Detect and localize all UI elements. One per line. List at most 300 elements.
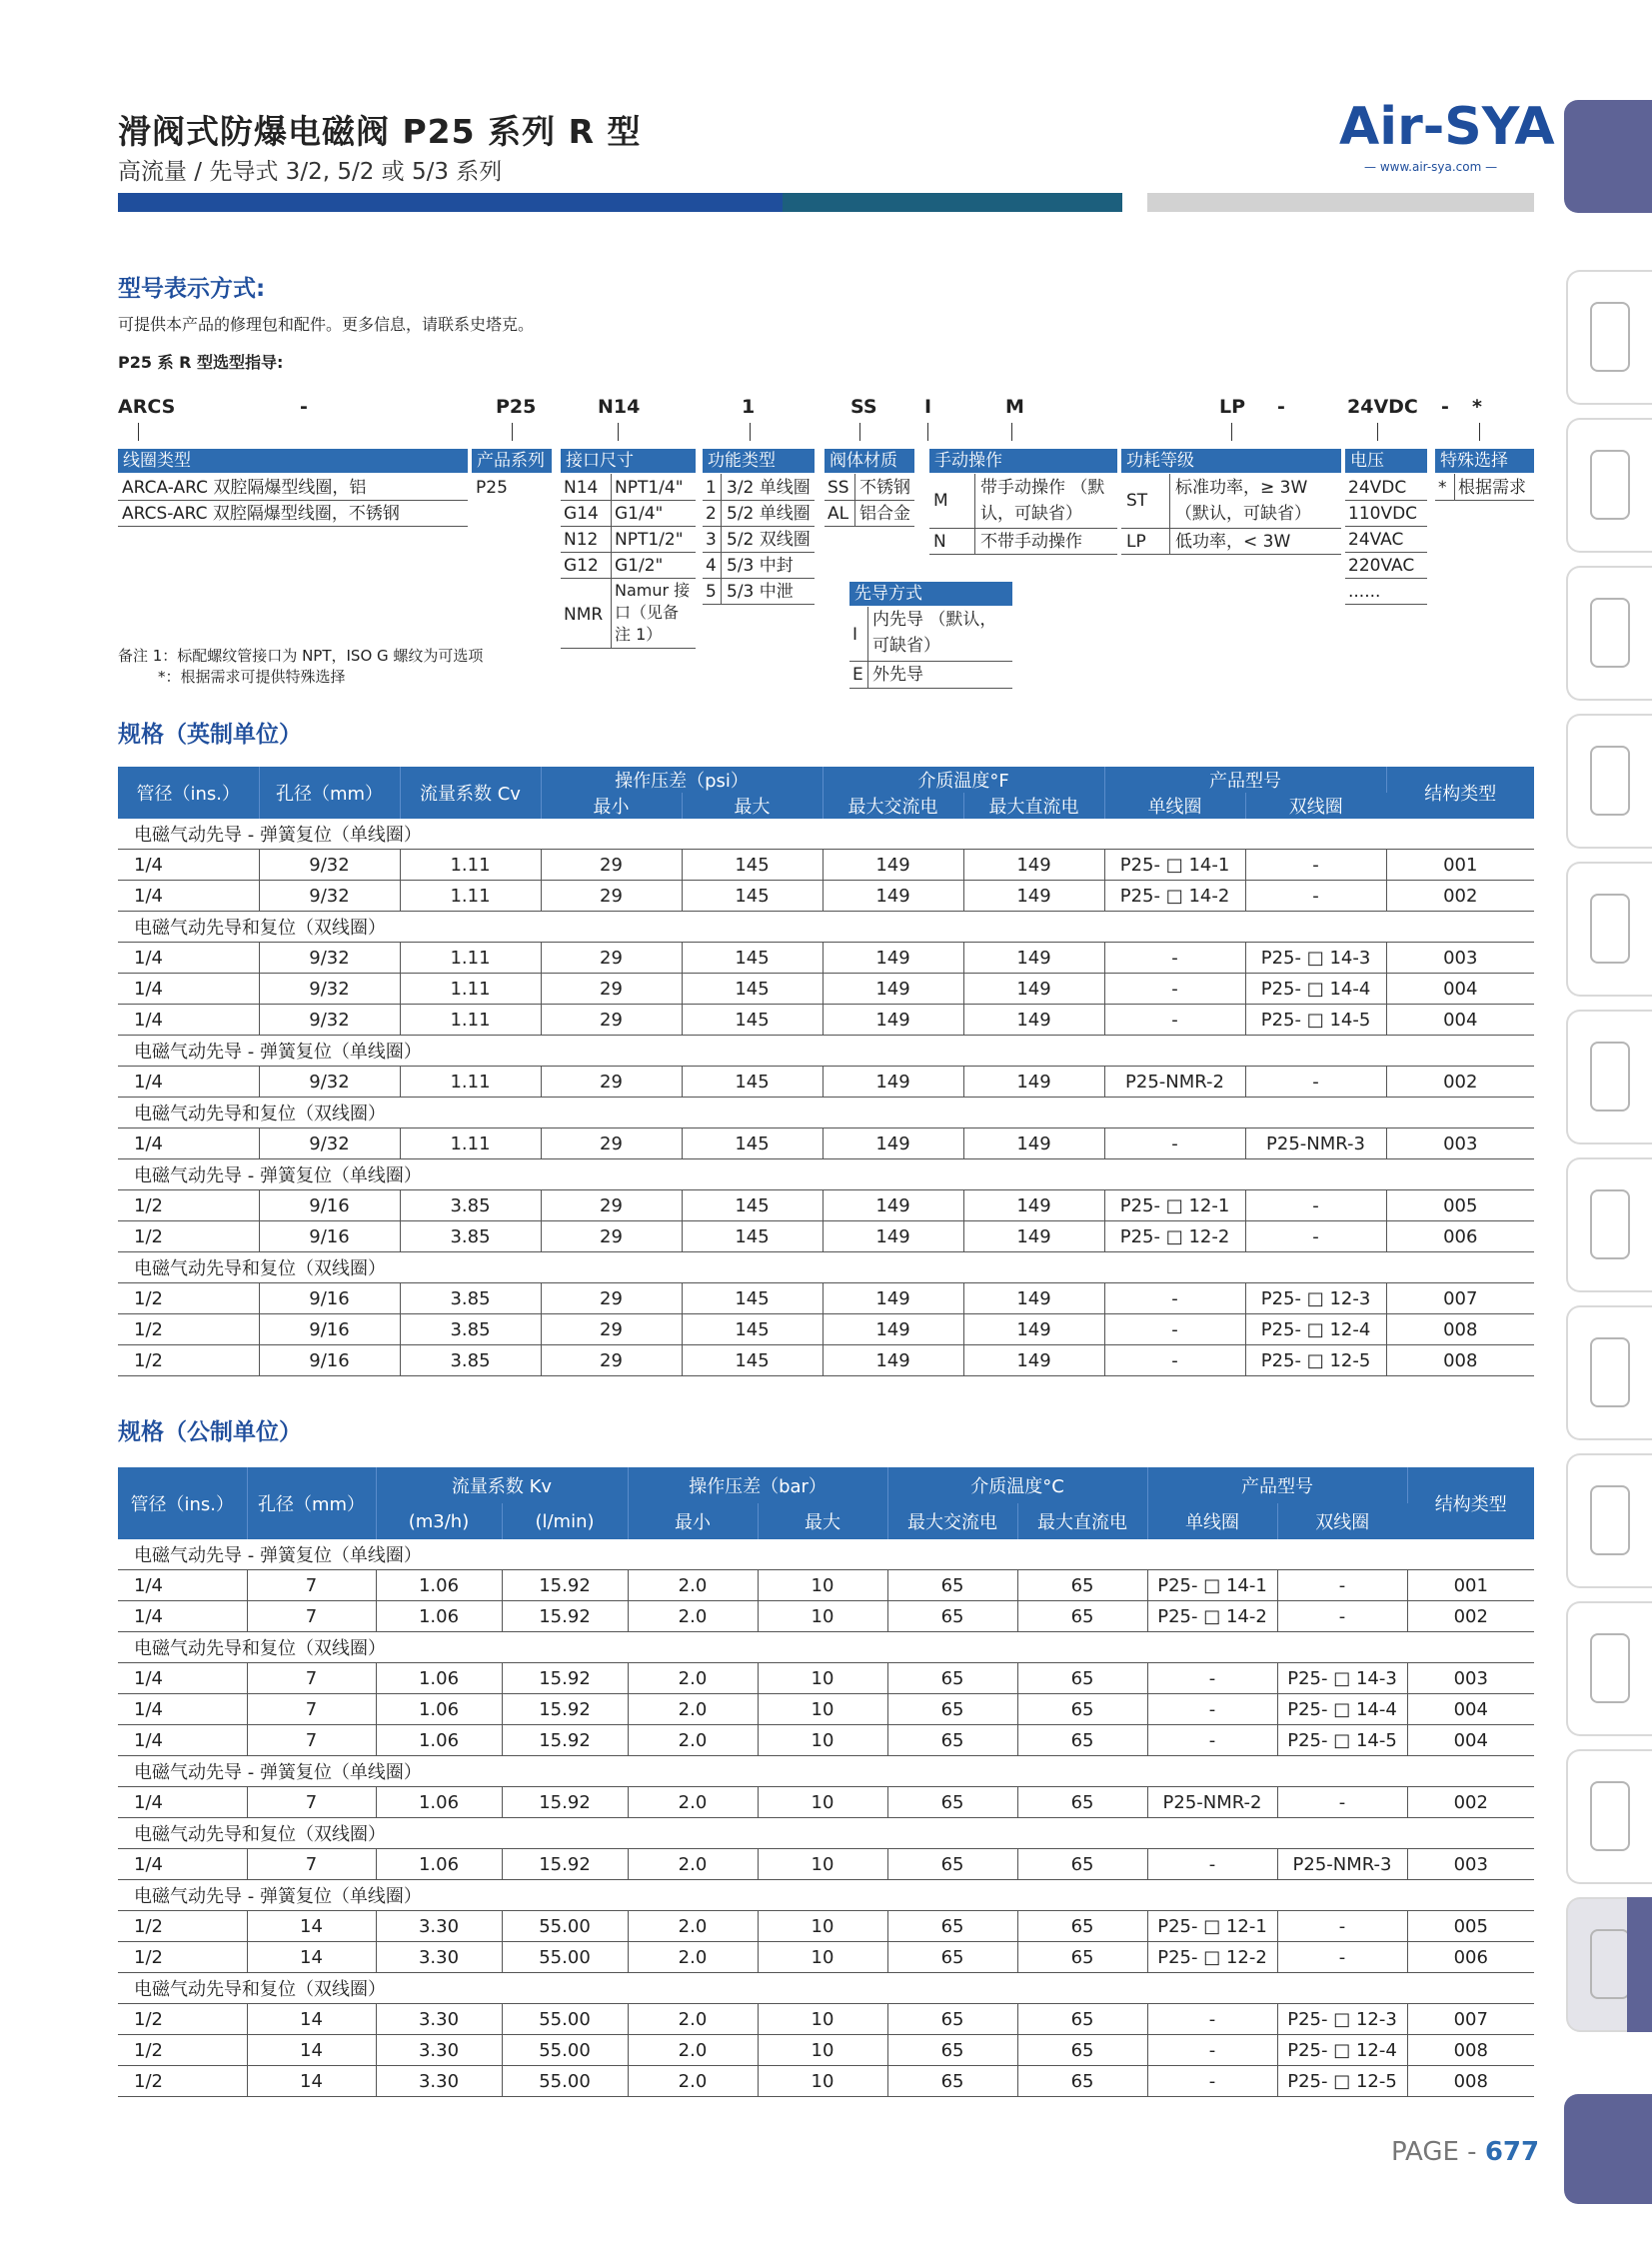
table-cell: 149	[963, 974, 1104, 1005]
table-cell: 1.06	[376, 1725, 502, 1756]
table-row	[118, 1128, 1534, 1159]
side-category-tab[interactable]	[1566, 1749, 1652, 1884]
table-cell: 1/4	[118, 850, 259, 881]
table-cell: 002	[1386, 1067, 1534, 1098]
table-cell: P25- □ 14-3	[1277, 1663, 1407, 1694]
table-cell: 65	[887, 1601, 1017, 1632]
product-thumbnail-icon	[1590, 1781, 1630, 1851]
table-cell: 65	[887, 1849, 1017, 1880]
model-code-part: N14	[598, 396, 641, 418]
function-value: 5/3 中泄	[727, 582, 794, 602]
table-cell: 149	[963, 850, 1104, 881]
table-cell: 9/16	[259, 1345, 400, 1376]
product-thumbnail-icon	[1590, 598, 1630, 668]
table-cell: 29	[541, 881, 682, 912]
port-size-value: NPT1/2"	[615, 530, 684, 550]
table-group-label: 电磁气动先导和复位（双线圈）	[118, 1252, 1534, 1283]
model-code-part: 24VDC	[1347, 396, 1418, 418]
table-cell: 55.00	[502, 1942, 628, 1973]
table-cell: 55.00	[502, 2066, 628, 2097]
power-value: 标准功率，≥ 3W （默认，可缺省）	[1175, 478, 1311, 524]
table-cell: 145	[682, 1128, 823, 1159]
table-cell: P25- □ 12-5	[1277, 2066, 1407, 2097]
power-value: 低功率，< 3W	[1175, 532, 1291, 552]
table-cell: -	[1147, 2035, 1277, 2066]
table-row	[118, 1067, 1534, 1098]
table-cell: 15.92	[502, 1849, 628, 1880]
side-category-tab[interactable]	[1566, 1601, 1652, 1736]
table-cell: 1.11	[400, 1005, 541, 1036]
table-cell: 1/4	[118, 1128, 259, 1159]
table-cell: 14	[247, 1942, 376, 1973]
column-subheader: 最大交流电	[887, 1503, 1017, 1539]
table-cell: 008	[1386, 1314, 1534, 1345]
table-cell: P25- □ 14-4	[1245, 974, 1386, 1005]
table-group-label: 电磁气动先导 - 弹簧复位（单线圈）	[118, 1159, 1534, 1190]
side-category-tab[interactable]	[1566, 1305, 1652, 1440]
product-thumbnail-icon	[1590, 1042, 1630, 1112]
table-cell: 2.0	[628, 1601, 758, 1632]
table-cell: 29	[541, 850, 682, 881]
table-cell: 7	[247, 1663, 376, 1694]
table-cell: 1.11	[400, 881, 541, 912]
table-cell: 2.0	[628, 1725, 758, 1756]
model-code-part: M	[1005, 396, 1024, 418]
model-code-part: P25	[496, 396, 537, 418]
table-cell: 145	[682, 1005, 823, 1036]
table-cell: 149	[823, 1190, 963, 1221]
table-row	[118, 2004, 1534, 2035]
table-cell: 2.0	[628, 1663, 758, 1694]
table-cell: 1.11	[400, 1067, 541, 1098]
table-cell: -	[1147, 1694, 1277, 1725]
column-header: 流量系数 Kv	[376, 1467, 628, 1503]
table-cell: 7	[247, 1849, 376, 1880]
voltage-item: ......	[1348, 582, 1381, 602]
table-cell: 55.00	[502, 2004, 628, 2035]
table-row	[118, 1694, 1534, 1725]
table-cell: 1.11	[400, 1128, 541, 1159]
table-cell: -	[1277, 1601, 1407, 1632]
table-cell: P25- □ 12-2	[1104, 1221, 1245, 1252]
table-cell: 145	[682, 1314, 823, 1345]
table-cell: P25-NMR-2	[1104, 1067, 1245, 1098]
coil-type-item: ARCS-ARC 双腔隔爆型线圈，不锈钢	[122, 504, 400, 524]
table-cell: 003	[1386, 1128, 1534, 1159]
function-code: 2	[706, 504, 717, 524]
table-cell: 149	[963, 1221, 1104, 1252]
table-cell: 65	[887, 2066, 1017, 2097]
table-cell: 1/4	[118, 1694, 247, 1725]
table-cell: 149	[823, 850, 963, 881]
table-cell: P25- □ 12-5	[1245, 1345, 1386, 1376]
table-cell: 149	[823, 1345, 963, 1376]
table-cell: 65	[1017, 1942, 1147, 1973]
table-group-label: 电磁气动先导和复位（双线圈）	[118, 1098, 1534, 1128]
side-active-accent	[1627, 1897, 1652, 2032]
table-row	[118, 1663, 1534, 1694]
table-cell: 15.92	[502, 1787, 628, 1818]
guide-title: P25 系 R 型选型指导:	[118, 353, 284, 372]
table-cell: 1.06	[376, 1694, 502, 1725]
power-code: ST	[1126, 491, 1148, 511]
table-cell: 149	[963, 943, 1104, 974]
power-level-header: 功耗等级	[1121, 449, 1341, 473]
column-subheader: 单线圈	[1147, 1503, 1277, 1539]
page-subtitle: 高流量 / 先导式 3/2, 5/2 或 5/3 系列	[118, 159, 503, 185]
table-cell: 145	[682, 1190, 823, 1221]
side-category-tab[interactable]	[1566, 1157, 1652, 1292]
table-cell: 29	[541, 1190, 682, 1221]
table-cell: 005	[1407, 1911, 1534, 1942]
body-material-value: 铝合金	[859, 504, 910, 524]
table-cell: 9/16	[259, 1283, 400, 1314]
model-code-part: -	[300, 396, 308, 418]
manual-value: 带手动操作 （默认，可缺省）	[980, 478, 1105, 524]
table-cell: 15.92	[502, 1601, 628, 1632]
table-cell: 1/4	[118, 1570, 247, 1601]
table-row	[118, 1283, 1534, 1314]
column-subheader: 最大	[682, 793, 823, 819]
table-cell: 15.92	[502, 1725, 628, 1756]
table-cell: 2.0	[628, 1787, 758, 1818]
table-cell: -	[1104, 1314, 1245, 1345]
side-tab-bottom[interactable]	[1564, 2094, 1652, 2204]
body-material-code: SS	[827, 478, 849, 498]
table-cell: 65	[887, 1570, 1017, 1601]
table-cell: 29	[541, 1005, 682, 1036]
table-rule	[703, 604, 815, 605]
table-cell: 9/32	[259, 943, 400, 974]
table-cell: 65	[887, 2004, 1017, 2035]
table-cell: 15.92	[502, 1694, 628, 1725]
table-cell: 007	[1407, 2004, 1534, 2035]
model-code-part: SS	[850, 396, 877, 418]
table-cell: 008	[1407, 2066, 1534, 2097]
table-cell: 65	[887, 1911, 1017, 1942]
special-code: *	[1438, 478, 1447, 498]
code-connector-line	[138, 423, 139, 441]
table-cell: 149	[963, 881, 1104, 912]
table-cell: 1/4	[118, 1601, 247, 1632]
table-cell: 10	[758, 1601, 887, 1632]
column-header: 流量系数 Cv	[400, 767, 541, 819]
spec-imperial-heading: 规格（英制单位）	[118, 722, 302, 748]
function-value: 5/2 双线圈	[727, 530, 811, 550]
table-cell: 2.0	[628, 2004, 758, 2035]
column-subheader: 最小	[541, 793, 682, 819]
table-cell: 004	[1386, 1005, 1534, 1036]
column-header: 孔径（mm）	[247, 1467, 376, 1539]
table-cell: 002	[1407, 1601, 1534, 1632]
table-cell: 9/32	[259, 1128, 400, 1159]
table-cell: 3.85	[400, 1190, 541, 1221]
code-connector-line	[1011, 423, 1012, 441]
table-cell: -	[1147, 1849, 1277, 1880]
table-cell: 65	[1017, 1725, 1147, 1756]
code-connector-line	[512, 423, 513, 441]
model-code-part: ARCS	[118, 396, 176, 418]
table-cell: 65	[1017, 1911, 1147, 1942]
table-cell: 65	[1017, 1570, 1147, 1601]
port-size-code: NMR	[564, 605, 604, 625]
side-tab-top[interactable]	[1564, 100, 1652, 213]
column-subheader: 最大直流电	[963, 793, 1104, 819]
table-cell: P25- □ 14-1	[1104, 850, 1245, 881]
table-rule	[974, 474, 975, 554]
table-cell: 65	[887, 1725, 1017, 1756]
table-cell: P25-NMR-3	[1245, 1128, 1386, 1159]
product-thumbnail-icon	[1590, 1633, 1630, 1703]
table-cell: 005	[1386, 1190, 1534, 1221]
table-cell: 145	[682, 943, 823, 974]
table-cell: 10	[758, 1570, 887, 1601]
table-cell: 65	[1017, 1601, 1147, 1632]
side-category-tab[interactable]	[1566, 714, 1652, 849]
table-cell: 004	[1386, 974, 1534, 1005]
header-bar-dark	[783, 193, 1122, 212]
table-cell: -	[1277, 1911, 1407, 1942]
header-bar-gray	[1147, 193, 1534, 212]
table-rule	[849, 688, 1012, 689]
voltage-item: 220VAC	[1348, 556, 1415, 576]
table-cell: 29	[541, 1314, 682, 1345]
product-thumbnail-icon	[1590, 1189, 1630, 1259]
code-connector-line	[750, 423, 751, 441]
function-value: 5/2 单线圈	[727, 504, 811, 524]
table-cell: 149	[823, 881, 963, 912]
code-connector-line	[1479, 423, 1480, 441]
port-size-value: G1/2"	[615, 556, 664, 576]
table-rule	[1121, 554, 1341, 555]
table-cell: 1/2	[118, 1942, 247, 1973]
table-cell: P25-NMR-2	[1147, 1787, 1277, 1818]
pilot-value: 内先导 （默认，可缺省）	[872, 610, 997, 656]
product-thumbnail-icon	[1590, 302, 1630, 372]
model-heading: 型号表示方式:	[118, 276, 266, 302]
code-connector-line	[1377, 423, 1378, 441]
column-header: 结构类型	[1407, 1467, 1534, 1539]
table-cell: 2.0	[628, 1942, 758, 1973]
table-cell: 149	[823, 1314, 963, 1345]
port-size-code: N14	[564, 478, 599, 498]
table-cell: P25- □ 12-3	[1245, 1283, 1386, 1314]
table-cell: 9/32	[259, 881, 400, 912]
table-cell: 65	[887, 1787, 1017, 1818]
table-cell: 001	[1407, 1570, 1534, 1601]
table-cell: 149	[823, 1221, 963, 1252]
function-code: 4	[706, 556, 717, 576]
table-group-label: 电磁气动先导 - 弹簧复位（单线圈）	[118, 1539, 1534, 1570]
table-cell: 1/4	[118, 1787, 247, 1818]
column-subheader: (m3/h)	[376, 1503, 502, 1539]
table-cell: -	[1277, 1942, 1407, 1973]
table-cell: 003	[1407, 1849, 1534, 1880]
table-cell: 65	[887, 1694, 1017, 1725]
table-cell: 10	[758, 2066, 887, 2097]
pilot-code: E	[852, 665, 863, 685]
table-row	[118, 1942, 1534, 1973]
table-cell: -	[1147, 2004, 1277, 2035]
table-cell: -	[1104, 943, 1245, 974]
page-number: PAGE - 677	[1391, 2137, 1540, 2167]
table-cell: 1/2	[118, 1190, 259, 1221]
table-cell: 7	[247, 1570, 376, 1601]
table-cell: 65	[1017, 1694, 1147, 1725]
table-cell: 1/2	[118, 1314, 259, 1345]
table-row	[118, 943, 1534, 974]
table-cell: 149	[963, 1314, 1104, 1345]
table-cell: 2.0	[628, 1849, 758, 1880]
table-cell: 7	[247, 1725, 376, 1756]
port-size-code: G14	[564, 504, 599, 524]
side-category-tab[interactable]	[1566, 1010, 1652, 1144]
column-subheader: 最小	[628, 1503, 758, 1539]
table-cell: 29	[541, 974, 682, 1005]
spec-metric-table	[118, 1467, 1534, 2097]
table-cell: 2.0	[628, 1911, 758, 1942]
table-group-label: 电磁气动先导和复位（双线圈）	[118, 1973, 1534, 2004]
special-value: 根据需求	[1458, 478, 1526, 498]
table-row	[118, 1725, 1534, 1756]
table-cell: 65	[1017, 1849, 1147, 1880]
table-cell: -	[1104, 1283, 1245, 1314]
table-cell: 9/32	[259, 974, 400, 1005]
table-cell: 002	[1407, 1787, 1534, 1818]
column-header: 产品型号	[1104, 767, 1386, 793]
table-cell: 1/2	[118, 2035, 247, 2066]
power-code: LP	[1126, 532, 1146, 552]
port-size-value: G1/4"	[615, 504, 664, 524]
table-rule	[1169, 474, 1170, 554]
table-cell: 1/2	[118, 2066, 247, 2097]
side-category-tab[interactable]	[1566, 566, 1652, 701]
table-cell: 145	[682, 850, 823, 881]
table-cell: 145	[682, 1345, 823, 1376]
column-subheader: 最大	[758, 1503, 887, 1539]
code-connector-line	[859, 423, 860, 441]
column-header: 产品型号	[1147, 1467, 1407, 1503]
table-cell: 65	[1017, 1787, 1147, 1818]
table-cell: -	[1104, 1345, 1245, 1376]
port-size-value: NPT1/4"	[615, 478, 684, 498]
table-cell: 1/4	[118, 1849, 247, 1880]
coil-type-item: ARCA-ARC 双腔隔爆型线圈，铝	[122, 478, 367, 498]
table-cell: 65	[1017, 2066, 1147, 2097]
table-cell: P25- □ 14-2	[1104, 881, 1245, 912]
model-intro: 可提供本产品的修理包和配件。更多信息，请联系史塔克。	[118, 315, 535, 334]
table-rule	[561, 578, 696, 579]
table-cell: -	[1245, 1067, 1386, 1098]
port-size-code: G12	[564, 556, 599, 576]
table-cell: -	[1104, 1128, 1245, 1159]
table-cell: 149	[963, 1128, 1104, 1159]
table-cell: 3.30	[376, 1911, 502, 1942]
pilot-value: 外先导	[872, 665, 923, 685]
table-cell: 1/4	[118, 1067, 259, 1098]
column-subheader: 双线圈	[1277, 1503, 1407, 1539]
table-cell: 65	[1017, 2004, 1147, 2035]
pilot-type-header: 先导方式	[849, 582, 1012, 606]
table-cell: 9/16	[259, 1190, 400, 1221]
table-cell: P25-NMR-3	[1277, 1849, 1407, 1880]
table-rule	[561, 648, 696, 649]
table-cell: 65	[1017, 1663, 1147, 1694]
body-material-code: AL	[827, 504, 849, 524]
table-cell: 008	[1407, 2035, 1534, 2066]
table-cell: 2.0	[628, 1570, 758, 1601]
table-cell: 006	[1407, 1942, 1534, 1973]
brand-logo: Air-SYA	[1339, 97, 1555, 157]
code-connector-line	[927, 423, 928, 441]
table-cell: 7	[247, 1787, 376, 1818]
table-cell: 1/4	[118, 1663, 247, 1694]
table-cell: 9/16	[259, 1314, 400, 1345]
column-header: 管径（ins.）	[118, 767, 259, 819]
table-cell: 15.92	[502, 1570, 628, 1601]
table-cell: 10	[758, 1911, 887, 1942]
column-header: 孔径（mm）	[259, 767, 400, 819]
table-cell: -	[1104, 974, 1245, 1005]
model-code-part: -	[1277, 396, 1285, 418]
table-cell: 1/4	[118, 1725, 247, 1756]
table-rule	[721, 474, 722, 604]
table-cell: 149	[823, 1005, 963, 1036]
table-cell: 1/4	[118, 974, 259, 1005]
table-cell: -	[1245, 1221, 1386, 1252]
table-cell: 65	[887, 1663, 1017, 1694]
table-cell: 2.0	[628, 2066, 758, 2097]
table-cell: 15.92	[502, 1663, 628, 1694]
coil-type-header: 线圈类型	[118, 449, 468, 473]
function-type-header: 功能类型	[703, 449, 815, 473]
table-cell: 149	[963, 1005, 1104, 1036]
model-code-part: *	[1472, 396, 1482, 418]
column-header: 介质温度°F	[823, 767, 1104, 793]
table-group-label: 电磁气动先导 - 弹簧复位（单线圈）	[118, 819, 1534, 850]
side-category-tab[interactable]	[1566, 270, 1652, 405]
table-cell: -	[1277, 1570, 1407, 1601]
table-cell: 149	[823, 1128, 963, 1159]
column-header: 介质温度°C	[887, 1467, 1147, 1503]
table-cell: P25- □ 12-4	[1277, 2035, 1407, 2066]
pilot-code: I	[852, 625, 858, 645]
table-cell: -	[1147, 2066, 1277, 2097]
side-category-tab[interactable]	[1566, 862, 1652, 997]
product-thumbnail-icon	[1590, 1337, 1630, 1407]
voltage-header: 电压	[1345, 449, 1427, 473]
table-cell: P25- □ 14-4	[1277, 1694, 1407, 1725]
table-cell: 004	[1407, 1725, 1534, 1756]
table-cell: 10	[758, 1787, 887, 1818]
manual-operation-header: 手动操作	[929, 449, 1117, 473]
column-header: 操作压差（bar）	[628, 1467, 887, 1503]
table-group-label: 电磁气动先导和复位（双线圈）	[118, 1818, 1534, 1849]
side-category-tab[interactable]	[1566, 418, 1652, 553]
function-value: 3/2 单线圈	[727, 478, 811, 498]
table-cell: 1/2	[118, 1221, 259, 1252]
side-category-tab[interactable]	[1566, 1453, 1652, 1588]
table-cell: 9/32	[259, 1067, 400, 1098]
port-size-value: Namur 接 口（见备 注 1）	[615, 581, 691, 644]
table-row	[118, 1314, 1534, 1345]
column-header: 管径（ins.）	[118, 1467, 247, 1539]
voltage-item: 24VAC	[1348, 530, 1404, 550]
port-size-header: 接口尺寸	[561, 449, 696, 473]
table-cell: 1.06	[376, 1601, 502, 1632]
table-cell: 145	[682, 1067, 823, 1098]
table-cell: P25- □ 14-3	[1245, 943, 1386, 974]
